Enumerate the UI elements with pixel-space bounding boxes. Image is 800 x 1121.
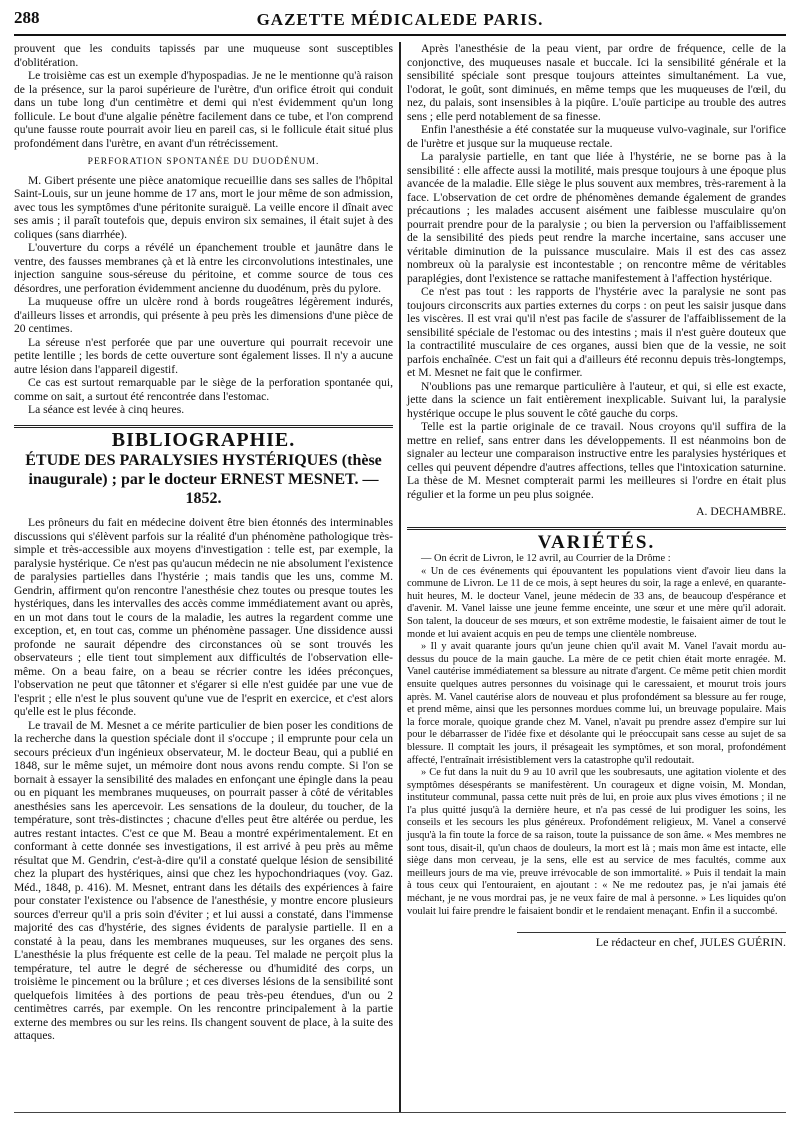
newspaper-page [14, 8, 786, 1113]
left-column [14, 42, 397, 1113]
paragraph: » Il y avait quarante jours qu'un jeune chien qu'il avait M. Vanel l'avait mordu au-dessus du pouce de la main gauche. La mère de ce petit chien était morte enragée. M. Vanel cautérise immédiatement sa blessure au nitrate d'argent. Ce même petit chien mordit ensuite quelques autres personnes du voisinage qui le caressaient, et mourut trois jours après. M. Vanel cautérise alors de nouveau et plus profondément sa blessure au fer rouge, et prend même, ainsi que les personnes mordues comme lui, un breuvage populaire. Mais la force morale, quoique grande chez M. Vanel, n'avait pu prendre assez d'empire sur lui pour le débarrasser de l'idée fixe et désolante qui le préoccupait sans cesse au sujet de sa blessure. Il comptait les jours, il présageait les symptômes, et son moral, profondément affecté, l'entraînait irrésistiblement vers la catastrophe qu'il redoutait. [407, 641, 787, 766]
paragraph: Les prôneurs du fait en médecine doivent être bien étonnés des interminables discussions qui s'élèvent parfois sur la réalité d'un phénomène pathologique très-simple et très-accessible aux moyens d'investigation : telle est, par exemple, la paralysie hystérique. Ce n'est pas qu'aucun médecin ne nie absolument l'existence de paralysies partielles dans l'hystérie ; mais tandis que les uns, comme M. Gendrin, affirment qu'on rencontre l'anesthésie chez toutes ou presque toutes les hystériques, dans les intervalles des accès comme immédiatement avant ou après, en un mot dans tout le cours de la maladie, les autres la regardent comme une exception, et, en tout cas, comme un phénomène passager. Une dissidence aussi profonde ne saurait dépendre des circonstances où se sont trouvés les observateurs ; elle tient tout simplement aux difficultés de l'observation elle-même. On a beau faire, on a beau se récrier contre les idées préconçues, l'observation ne peut que tâtonner et s'égarer si elle n'est guidée par une vue de l'esprit ; elle n'est le plus souvent qu'une vue de l'esprit en exercice, et c'est alors qu'elle est le plus féconde. [14, 516, 394, 718]
page-number: 288 [14, 8, 40, 27]
paragraph: Enfin l'anesthésie a été constatée sur la muqueuse vulvo-vaginale, sur l'orifice de l'urètre et jusque sur la muqueuse rectale. [407, 123, 787, 150]
paragraph: Le travail de M. Mesnet a ce mérite particulier de bien poser les conditions de la recherche dans la question spéciale dont il s'occupe ; il emprunte pour cela un secours précieux d'un ingénieux observateur, M. le docteur Beau, qui a publié en 1848, sur le même sujet, un mémoire dont nous avons rendu compte. Si l'on se bornait à essayer la sensibilité des malades en enfonçant une épingle dans la peau ou en piquant les membranes muqueuses, on pourrait passer à côté de véritables anesthésies sans les apercevoir. Les sensations de la douleur, du toucher, de la température, sont très-distinctes ; chacune d'elles peut être altérée ou perdue, les autres restant intactes. C'est ce que M. Beau a montré expérimentalement. Et en conformant à cette donnée ses investigations, il est arrivé à peu près au même résultat que M. Gendrin, c'est-à-dire qu'il a constaté quelque lésion de sensibilité chez la plupart des hystériques, ainsi que chez les hypochondriaques (voy. Gaz. Méd., 1848, p. 416). M. Mesnet, entrant dans les détails des expériences à faire pour constater l'existence ou l'absence de l'anesthésie, y montre encore plusieurs sources d'erreur qu'il a pris soin d'éviter ; et lui aussi a constaté, dans l'immense majorité des cas d'hystérie, des signes évidents de paralysie partielle. Il en a constaté à la peau, dans les membranes muqueuses, sur les organes des sens. L'anesthésie la plus fréquente est celle de la peau. Tel malade ne perçoit plus la température, tel autre le degré de sécheresse ou d'humidité des corps, un troisième le pincement ou la brûlure ; et ces diverses lésions de la sensibilité sont quelquefois limitées à des portions de peau très-peu étendues, d'un ou 2 centimètres carrés, par exemple. On les rencontre principalement à la partie externe des membres ou sur les reins. Ils changent souvent de place, à la suite des attaques. [14, 718, 394, 1042]
newspaper-title: GAZETTE MÉDICALEDE PARIS. [256, 10, 544, 29]
paragraph: M. Gibert présente une pièce anatomique recueillie dans ses salles de l'hôpital Saint-Louis, sur un jeune homme de 17 ans, mort le jour même de son admission, avec tous les symptômes d'une péritonite suraiguë. La veille encore il dînait avec ses amis ; il paraît toutefois que, depuis environ six semaines, il était sujet à des coliques (sans diarrhée). [14, 173, 394, 241]
paragraph: Ce cas est surtout remarquable par le siège de la perforation spontanée qui, comme on sait, a surtout été rencontrée dans l'estomac. [14, 376, 394, 403]
paragraph: Le troisième cas est un exemple d'hypospadias. Je ne le mentionne qu'à raison de la présence, sur la paroi supérieure de l'urètre, d'un orifice étroit qui conduit dans un tube long d'un centimètre et demi qui n'est évidemment qu'un long follicule. Le bout d'une algalie pénètre facilement dans ce tube, et l'on comprend qu'une fausse route pourrait avoir lieu en pareil cas, si le follicule était situé plus profondément dans l'urètre, en avant d'un rétrécissement. [14, 69, 394, 150]
paragraph: Telle est la partie originale de ce travail. Nous croyons qu'il suffira de la mettre en relief, sans entrer dans les développements. Il est néanmoins bon de signaler au lecteur une comparaison instructive entre les paralysies hystériques et celles qui peuvent dépendre d'autres affections, telles que l'intoxication saturnine. La thèse de M. Mesnet compterait parmi les meilleures si l'ordre en était plus régulier et la forme un peu plus soignée. [407, 420, 787, 501]
bottom-rule [14, 1112, 786, 1113]
paragraph: La séreuse n'est perforée que par une ouverture qui pourrait recevoir une petite lentille ; les bords de cette ouverture sont également lisses. Il n'y a aucune autre lésion dans l'appareil digestif. [14, 335, 394, 376]
section-divider [14, 425, 393, 428]
paragraph: La séance est levée à cinq heures. [28, 403, 185, 416]
book-title: ÉTUDE DES PARALYSIES HYSTÉRIQUES (thèse inaugurale) ; par le docteur ERNEST MESNET. — 1852. [25, 452, 382, 507]
paragraph: La paralysie partielle, en tant que liée à l'hystérie, ne se borne pas à la sensibilité : elle affecte aussi la motilité, mais presque toujours à une époque plus avancée de la maladie. Elle siège le plus souvent aux membres, très-rarement à la face. L'observation de cet ordre de phénomènes demande également de grandes précautions ; les malades accusent aisément une faiblesse musculaire qu'on pourrait prendre pour de la paralysie ; ou bien la perversion ou l'affaiblissement de la sensibilité des pieds peut rendre la marche incertaine, sans accuser une véritable diminution de la puissance musculaire. Mais il est des cas assez nombreux où la paralysie est incontestable ; on rencontre même de véritables paraplégies, dont l'existence se rattache manifestement à l'affection hystérique. [407, 150, 787, 285]
paragraph: N'oublions pas une remarque particulière à l'auteur, et qui, si elle est exacte, jette dans la science un fait entièrement inexplicable. Suivant lui, la paralysie hystérique occupe le plus souvent le côté gauche du corps. [407, 379, 787, 420]
paragraph: Après l'anesthésie de la peau vient, par ordre de fréquence, celle de la conjonctive, des muqueuses nasale et buccale. Ici la sensibilité générale et la sensibilité spéciale sont presque toujours atteintes simultanément. La vue, l'odorat, le goût, sont diminués, en même temps que les muqueuses de l'œil, du nez, du palais, sont insensibles à la piqûre. L'ouïe participe au trouble des autres sens ; elle perd notablement de sa finesse. [407, 42, 787, 123]
paragraph: prouvent que les conduits tapissés par une muqueuse sont susceptibles d'oblitération. [14, 42, 394, 69]
article-columns [14, 42, 786, 1113]
right-column [403, 42, 786, 1113]
editor-signature: Le rédacteur en chef, JULES GUÉRIN. [517, 932, 786, 950]
paragraph: La muqueuse offre un ulcère rond à bords rougeâtres légèrement indurés, d'ailleurs lisses et arrondis, qui présente à peu près les dimensions d'une pièce de 20 centimes. [14, 295, 394, 335]
paragraph: L'ouverture du corps a révélé un épanchement trouble et jaunâtre dans le ventre, des fausses membranes çà et là entre les circonvolutions intestinales, une injection sanguine sous-séreuse du péritoine, et comme source de tous ces désordres, une perforation évidemment ancienne du duodénum, près du pylore. [14, 241, 394, 295]
paragraph: — On écrit de Livron, le 12 avril, au Courrier de la Drôme : [421, 553, 671, 564]
paragraph: Ce n'est pas tout : les rapports de l'hystérie avec la paralysie ne sont pas toujours circonscrits aux parties externes du corps : on peut les saisir jusque dans les viscères. Il est vrai qu'il n'est pas facile de s'assurer de l'affaiblissement de la sensibilité spéciale de l'estomac ou des intestins ; mais il n'est guère douteux que la contractilité musculaire de ces organes, aussi bien que de la vessie, ne soit parfois enchaînée. C'est un fait qui a d'ailleurs été reconnu depuis très-longtemps, et M. Mesnet ne fait que le confirmer. [407, 285, 787, 379]
section-subheading: PERFORATION SPONTANÉE DU DUODÉNUM. [87, 157, 320, 167]
varietes-heading: VARIÉTÉS. [537, 531, 656, 553]
paragraph: « Un de ces événements qui épouvantent les populations vient d'avoir lieu dans la commune de Livron. Le 11 de ce mois, à sept heures du soir, la rage a enlevé, en quarante-huit heures, M. le docteur Vanel, jeune médecin de 33 ans, de beaucoup d'espérance et d'avenir. M. Vanel laisse une jeune femme enceinte, une sœur et une mère qu'il adorait. Son talent, la douceur de ses mœurs, et son extrême modestie, le faisaient aimer de tout le monde et lui avaient acquis en peu de temps une clientèle nombreuse. [407, 565, 787, 640]
author-signature: A. DECHAMBRE. [696, 505, 787, 518]
column-rule [399, 42, 401, 1113]
bibliography-heading: BIBLIOGRAPHIE. [111, 428, 296, 451]
page-header [14, 8, 786, 36]
section-divider [407, 527, 786, 530]
paragraph: » Ce fut dans la nuit du 9 au 10 avril que les soubresauts, une agitation violente et des symptômes désespérants se manifestèrent. Un courageux et digne voisin, M. Mondan, instituteur communal, passa cette nuit près de lui, en proie aux plus vives émotions ; il ne l'a plus quitté jusqu'à la dernière heure, et n'a pas cessé de lui prodiguer les soins, les conseils et les secours les plus généreux. Profondément religieux, M. Vanel a conservé jusqu'à la fin toute la force de sa raison, toute la puissance de son âme. « Mes membres ne sont tous, disait-il, qu'un chaos de douleurs, la mort est là ; mais mon âme est intacte, elle siège dans mon cerveau, je la sens, elle est au service de mes facultés, comme aux meilleurs jours de ma vie, preuve irrévocable de son immortalité. » Puis il tendait la main à tous ceux qui l'entouraient, en ajoutant : « Ne me redoutez pas, je n'ai jamais été méchant, je ne vous mordrai pas, je ne veux faire de mal à personne. » Les liquides qu'on voulait lui faire prendre le faisaient bondir et le rendaient menaçant. Enfin il a succombé. [407, 767, 787, 917]
